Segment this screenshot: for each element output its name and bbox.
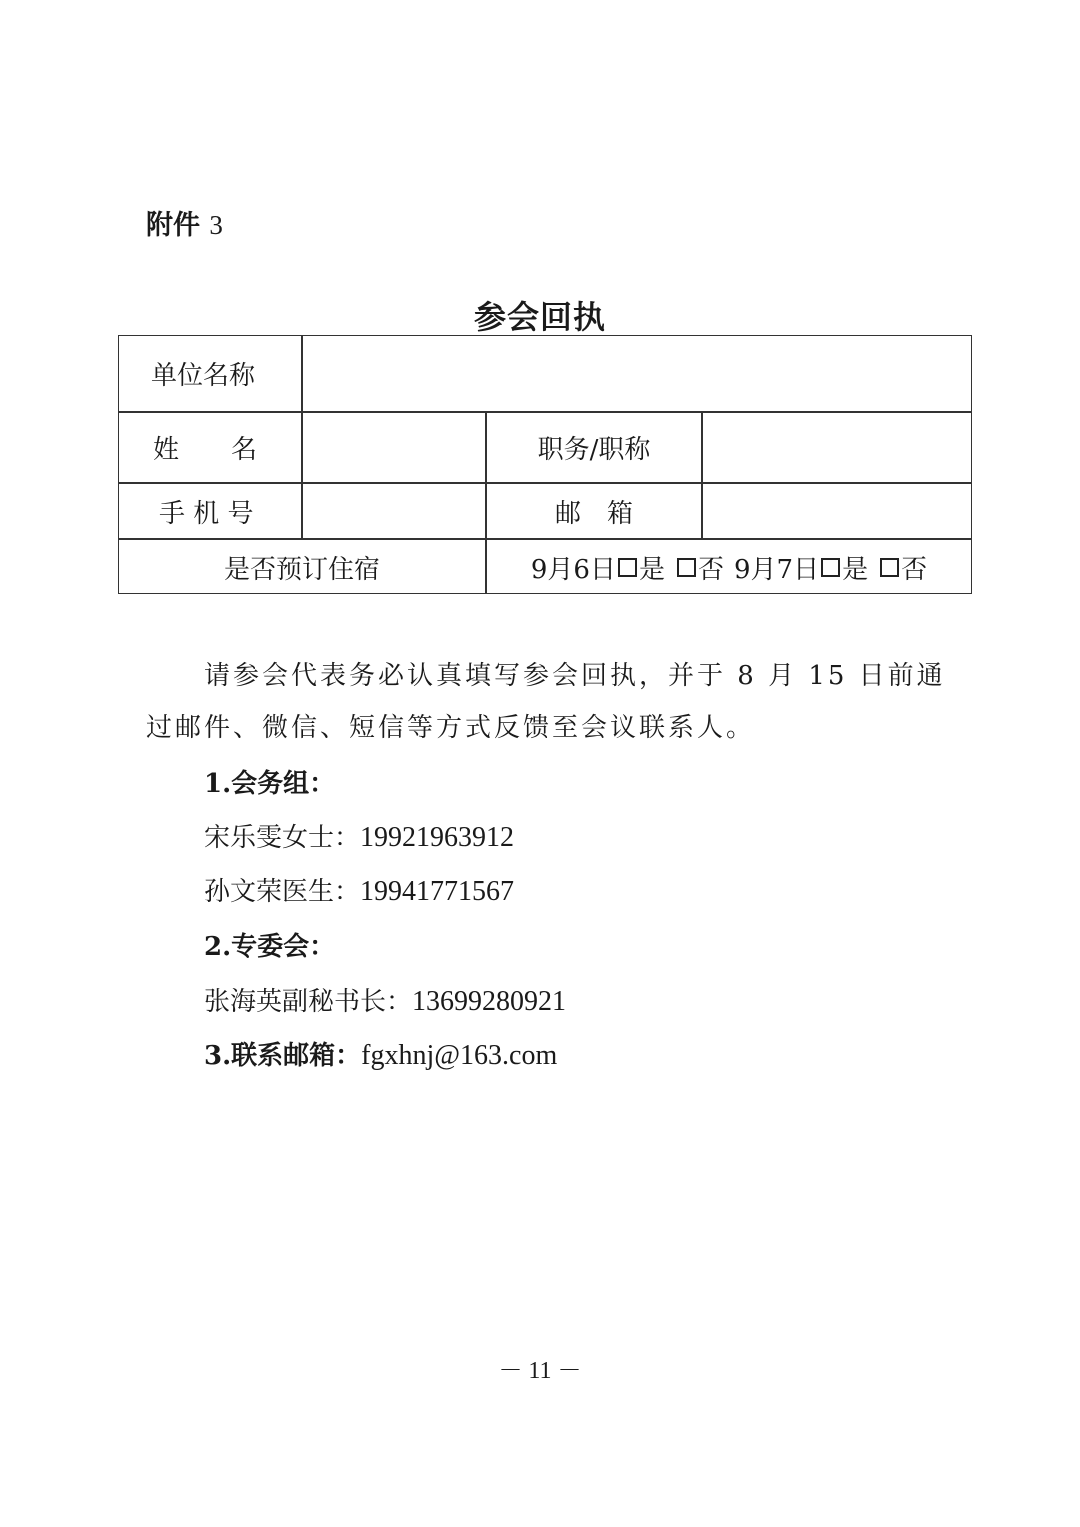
email-title: 3.联系邮箱： — [204, 1041, 362, 1071]
unit-name-field[interactable] — [303, 336, 971, 411]
attachment-text: 附件 — [146, 210, 200, 241]
lodging-options — [487, 540, 971, 594]
phone-field[interactable] — [303, 484, 485, 538]
phone-label: 手 机 号 — [159, 498, 254, 529]
name-field[interactable] — [303, 413, 485, 482]
contact-2-phone: 19941771567 — [360, 876, 515, 907]
contact-line-2 — [204, 871, 514, 908]
day1-yes-label: 是 — [638, 554, 665, 585]
attachment-number: 3 — [209, 210, 223, 240]
contact-2-name: 孙文荣医生： — [204, 877, 361, 907]
day1-no-label: 否 — [697, 554, 724, 585]
lodging-label: 是否预订住宿 — [223, 554, 380, 585]
day2-no-checkbox[interactable] — [880, 558, 899, 577]
unit-name-label: 单位名称 — [151, 361, 256, 391]
registration-form-table — [118, 335, 972, 594]
name-label: 姓 名 — [153, 435, 258, 465]
position-title-label: 职务/职称 — [537, 435, 651, 465]
page-number: － 11 － — [498, 1358, 582, 1384]
group1-title: 1.会务组： — [204, 769, 336, 799]
contact-1-phone: 19921963912 — [360, 822, 515, 853]
group2-title: 2.专委会： — [204, 932, 336, 962]
contact-3-name: 张海英副秘书长： — [204, 987, 413, 1017]
notice-paragraph: 请参会代表务必认真填写参会回执，并于 8 月 15 日前通过邮件、微信、短信等方式反馈至会议联系人。 — [146, 661, 946, 743]
position-title-field[interactable] — [703, 413, 971, 482]
day1-no-checkbox[interactable] — [677, 558, 696, 577]
page-title: 参会回执 — [473, 298, 606, 336]
email-field[interactable] — [703, 484, 971, 538]
day2-yes-label: 是 — [842, 554, 869, 585]
day1-yes-checkbox[interactable] — [618, 558, 637, 577]
lodging-day2: 9月7日 — [734, 554, 820, 585]
contact-3-phone: 13699280921 — [412, 986, 567, 1017]
contact-1-name: 宋乐雯女士： — [204, 823, 361, 853]
email-line — [204, 1035, 557, 1072]
contact-line-1 — [204, 817, 514, 854]
day2-no-label: 否 — [901, 554, 928, 585]
contact-line-3 — [204, 981, 566, 1018]
attachment-label — [146, 203, 223, 242]
day2-yes-checkbox[interactable] — [821, 558, 840, 577]
lodging-day1: 9月6日 — [530, 554, 616, 585]
contact-email[interactable]: fgxhnj@163.com — [361, 1040, 558, 1071]
email-label: 邮 箱 — [554, 498, 633, 529]
